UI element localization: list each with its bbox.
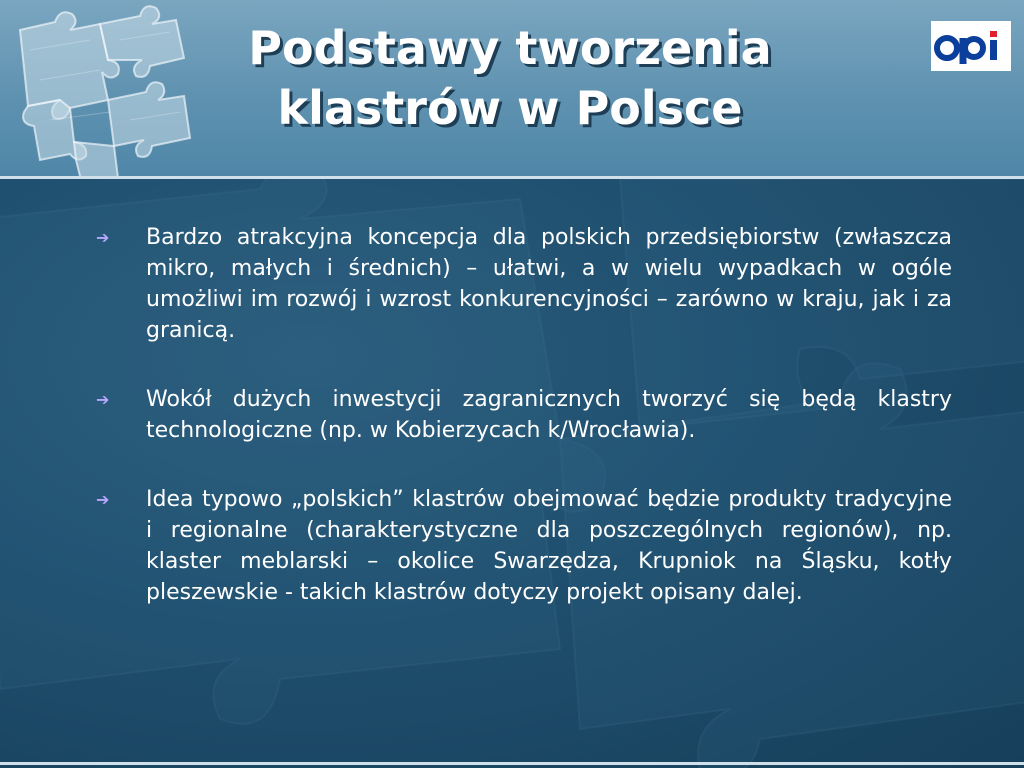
title-line-1: Podstawy tworzenia [248,21,772,75]
bullet-item [96,384,952,446]
bullet-item [96,222,952,346]
arrow-right-icon: ➔ [96,228,110,247]
bullet-text: Wokół dużych inwestycji zagranicznych tworzyć się będą klastry technologiczne (np. w Kobierzycach k/Wrocławia). [146,387,952,443]
bullet-list [96,222,952,646]
bullet-item [96,484,952,608]
bullet-text: Bardzo atrakcyjna koncepcja dla polskich przedsiębiorstw (zwłaszcza mikro, małych i średnich) – ułatwi, a w wielu wypadkach w ogóle umożliwi im rozwój i wzrost konkurencyjności – zarówno w kraju, jak i za granicą. [146,225,952,343]
bullet-text: Idea typowo „polskich” klastrów obejmować będzie produkty tradycyjne i regionalne (charakterystyczne dla poszczególnych regionów), np. klaster meblarski – okolice Swarzędza, Krupniok na Śląsku, kotły pleszewskie - takich klastrów dotyczy projekt opisany dalej. [146,487,952,605]
title-line-2: klastrów w Polsce [277,81,743,135]
arrow-right-icon: ➔ [96,490,110,509]
footer-divider [0,762,1024,765]
opi-logo-icon [933,28,1009,64]
arrow-right-icon: ➔ [96,390,110,409]
opi-logo [931,21,1011,71]
page-title [150,18,870,138]
